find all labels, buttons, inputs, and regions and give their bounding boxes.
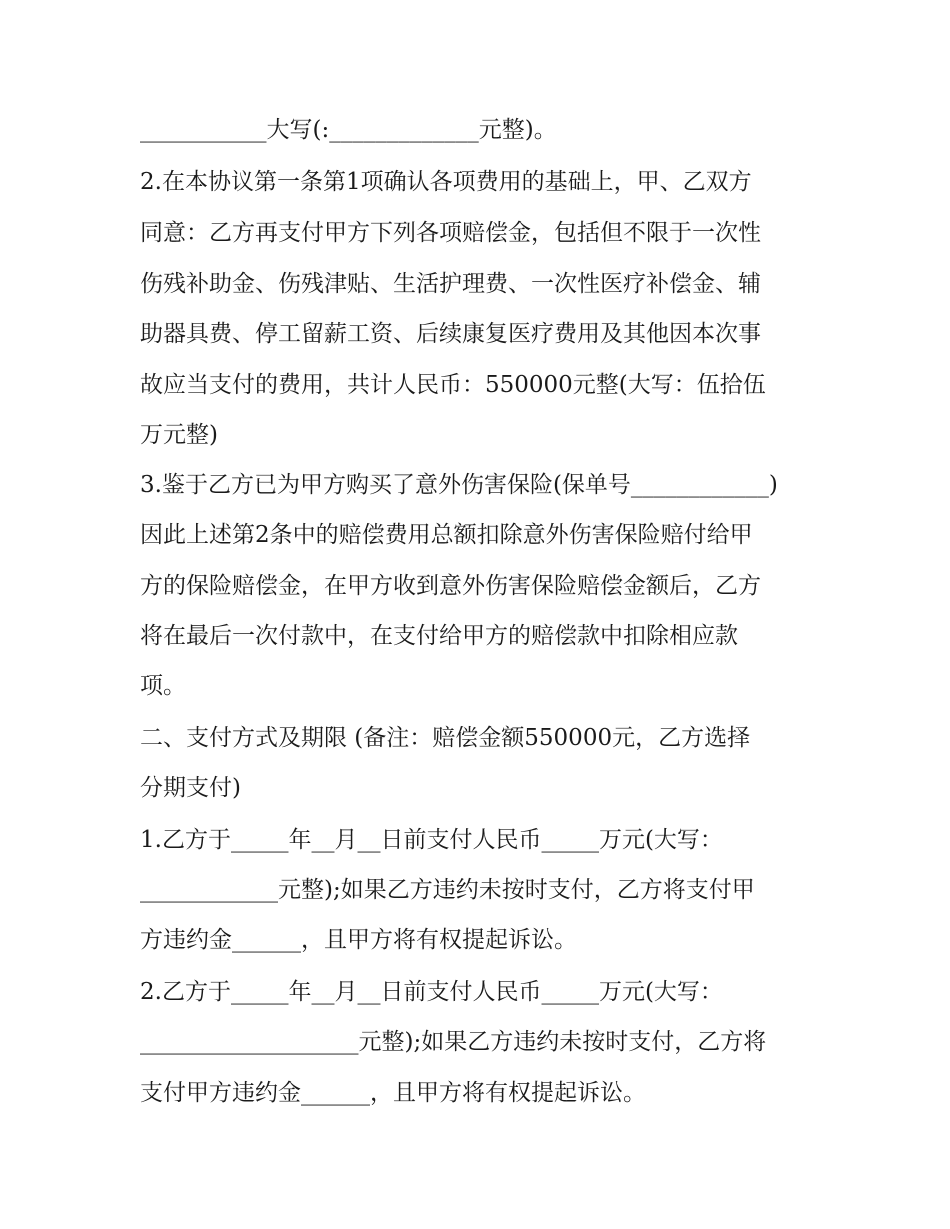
text-line: 3.鉴于乙方已为甲方购买了意外伤害保险(保单号____________)	[140, 472, 778, 498]
text-line: 1.乙方于_____年__月__日前支付人民币_____万元(大写：	[140, 827, 723, 853]
text-line: 助器具费、停工留薪工资、后续康复医疗费用及其他因本次事	[140, 321, 761, 347]
text-line: 项。	[140, 673, 186, 699]
text-line: 将在最后一次付款中，在支付给甲方的赔偿款中扣除相应款	[140, 623, 738, 649]
text-line: ___________________元整);如果乙方违约未按时支付，乙方将	[140, 1029, 767, 1055]
text-line: 方违约金______，且甲方将有权提起诉讼。	[140, 927, 577, 953]
text-line: 支付甲方违约金______，且甲方将有权提起诉讼。	[140, 1080, 646, 1106]
text-line: 故应当支付的费用，共计人民币：550000元整(大写：伍拾伍	[140, 372, 766, 398]
text-line: 因此上述第2条中的赔偿费用总额扣除意外伤害保险赔付给甲	[140, 522, 753, 548]
text-line: ___________大写(:_____________元整)。	[140, 117, 557, 143]
text-line: 同意：乙方再支付甲方下列各项赔偿金，包括但不限于一次性	[140, 220, 761, 246]
text-line: 分期支付)	[140, 775, 241, 801]
text-line: 方的保险赔偿金，在甲方收到意外伤害保险赔偿金额后，乙方	[140, 573, 761, 599]
text-line: 2.乙方于_____年__月__日前支付人民币_____万元(大写：	[140, 979, 723, 1005]
text-line: 2.在本协议第一条第1项确认各项费用的基础上，甲、乙双方	[140, 169, 752, 195]
text-line: ____________元整);如果乙方违约未按时支付，乙方将支付甲	[140, 877, 755, 903]
text-line: 伤残补助金、伤残津贴、生活护理费、一次性医疗补偿金、辅	[140, 271, 761, 297]
text-line: 二、支付方式及期限 (备注：赔偿金额550000元，乙方选择	[140, 725, 751, 751]
text-line: 万元整)	[140, 422, 218, 448]
